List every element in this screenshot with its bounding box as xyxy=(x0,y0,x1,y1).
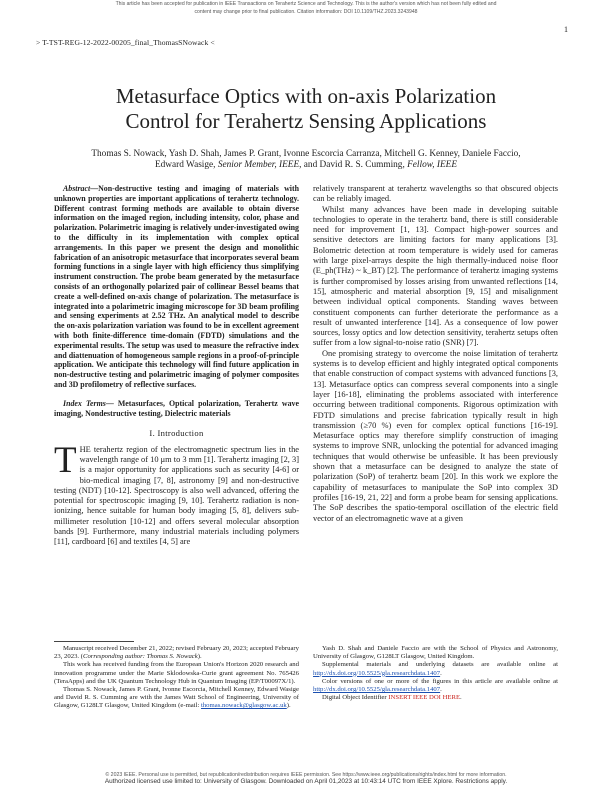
index-terms-text: — Metasurfaces, Optical polarization, Terahertz wave imaging, Nondestructive testing, Dielectric materials xyxy=(54,398,299,418)
doi-placeholder: INSERT IEEE DOI HERE xyxy=(388,694,461,702)
footnote-funding: This work has received funding from the European Union's Horizon 2020 research and innovation programme under the Marie Sklodowska-Curie grant agreement No. 765426 (TeraApps) and the UK Quantum Technology Hub in Quantum Imaging (EP/T00097X/1). xyxy=(54,661,299,685)
footnote-manuscript xyxy=(54,645,299,661)
paper-title xyxy=(0,84,612,134)
email-link[interactable]: thomas.nowack@glasgow.ac.uk xyxy=(200,702,287,710)
right-paragraph-2: One promising strategy to overcome the noise limitation of terahertz systems is to develop efficient and highly integrated optical components that enable construction of compact systems with advanced functions [3, 13]. Metasurface optics can compress several components into a single layer [16-18], eliminating the problems associated with interference occurring between traditional components. Rigorous optimization with FDTD simulations and precise fabrication typically result in high transmission (≥70 %) even for complex optical functions [16-19]. Metasurface optics may therefore simplify construction of imaging systems to improve SNR, unlocking the potential for advanced imaging techniques that would otherwise be unfeasible. It has been previously shown that a metasurface can be designed to analyze the state of polarization (SoP) of terahertz beam [20]. In this work we explore the capability of metasurfaces to manipulate the SoP into complex 3D profiles [16-19, 21, 22] and form a probe beam for sensing applications. The SoP describes the spatio-temporal oscillation of the electric field vector of an electromagnetic wave at a given xyxy=(313,348,558,523)
footnote-affiliation-engineering xyxy=(54,686,299,711)
author-list xyxy=(48,149,564,171)
abstract-text: —Non-destructive testing and imaging of materials with unknown properties are important applications of terahertz technology. Different contrast forming methods are available to obtain diverse information on the imaged region, including intensity, color, phase and polarization. Polarimetric imaging is relatively under-investigated owing to the difficulty in its implementation with complex optical arrangements. In this paper we present the design and monolithic fabrication of an anisotropic metasurface that incorporates several beam forming functions in a single layer with high efficiency thus simplifying instrument construction. The probe beam generated by the metasurface consists of an orthogonally polarized pair of collinear Bessel beams that create a well-defined on-axis change of polarization. The metasurface is integrated into a polarimetric imaging microscope for 3D beam profiling and sensing experiments at 2.52 THz. An analytical model to describe the on-axis polarization variation was found to be in excellent agreement with both finite-difference time-domain (FDTD) simulations and the experimental results. The setup was used to measure the refractive index and diattenuation of homogeneous sample regions in a proof-of-principle application. We anticipate this technology will find future application in non-destructive testing and polarimetric imaging of polymer composites and 3D profilometry of reflective surfaces. xyxy=(54,184,299,389)
intro-paragraph-1 xyxy=(54,439,299,548)
footer-license: Authorized licensed use limited to: University of Glasgow. Downloaded on April 01,2023 at 10:43:14 UTC from IEEE Xplore. Restrictions apply. xyxy=(104,777,508,785)
title-line-1: Metasurface Optics with on-axis Polarization xyxy=(115,84,497,108)
title-line-2: Control for Terahertz Sensing Applications xyxy=(125,109,487,133)
right-paragraph-1: Whilst many advances have been made in developing suitable technologies to operate in the terahertz band, there is still considerable need for improvement [1, 13]. Compact high-power sources and sensitive detectors are limiting factors for many applications [3]. Bolometric detection at room temperature is widely used for cameras with large pixel-arrays despite the high thermally-induced noise floor (E_ph(THz) ~ k_BT) [2]. The performance of terahertz imaging systems is further compromised by losses arising from unwanted reflections [14, 15], atmospheric and material absorption [9, 15] and misalignment between individual optical components. Standing waves between constituent components can further deteriorate the performance as a result of unwanted interference [14]. As a consequence of low power sources, lossy optics and low detection sensitivity, terahertz setups often suffer from a low signal-to-noise ratio (SNR) [7]. xyxy=(313,204,558,348)
author-cumming: , and David R. S. Cumming, xyxy=(299,160,408,171)
footnote-rule xyxy=(54,641,134,642)
page-footer xyxy=(0,772,612,785)
footnote-corresponding: Corresponding author: Thomas S. Nowack xyxy=(82,653,198,661)
footnote-doi-label: Digital Object Identifier xyxy=(322,694,389,702)
author-grade-fellow: Fellow, IEEE xyxy=(407,160,458,171)
author-wasige: Edward Wasige, xyxy=(154,160,218,171)
footnote-color-text: Color versions of one or more of the figures in this article are available online at xyxy=(322,677,558,685)
footnote-color-versions xyxy=(313,678,558,694)
section-heading-introduction: I. Introduction xyxy=(149,428,204,439)
right-paragraph-0: relatively transparent at terahertz wavelengths so that obscured objects can be reliably imaged. xyxy=(313,184,558,204)
footnote-doi xyxy=(313,694,558,702)
intro-text-1: HE terahertz region of the electromagnetic spectrum lies in the wavelength range of 10 μm to 3 mm [1]. Terahertz imaging [2, 3] is a major opportunity for applications such as security [4-6] or bio-medical imaging [7, 8], astronomy [9] and non-destructive testing (NDT) [10-12]. Spectroscopy is also well advanced, offering the potential for spectroscopic imaging [9, 10]. Terahertz radiation is non-ionizing, hence suitable for human body imaging [5, 8], delivers sub-millimeter resolution [10-12] and offers several molecular absorption bands [9]. Furthermore, many industrial materials including polymers [11], cardboard [6] and textiles [4, 5] are xyxy=(54,444,299,547)
running-header: > T-TST-REG-12-2022-00205_final_ThomasSNowack < xyxy=(36,38,215,47)
footnotes-left xyxy=(54,645,299,711)
footnote-affiliation-physics: Yash D. Shah and Daniele Faccio are with the School of Physics and Astronomy, University of Glasgow, G128LT Glasgow, United Kingdom. xyxy=(313,645,558,661)
footer-copyright: © 2023 IEEE. Personal use is permitted, but republication/redistribution requires IEEE permission. See https://www.ieee.org/publications/rights/index.html for more information. xyxy=(105,772,507,778)
footnotes-right xyxy=(313,645,558,702)
footnote-supplemental-text: Supplemental materials and underlying datasets are available online at xyxy=(322,661,558,669)
banner-line-2: content may change prior to final publication. Citation information: DOI 10.1109/THZ.2023.3243948 xyxy=(194,9,418,15)
banner-line-1: This article has been accepted for publication in IEEE Transactions on Terahertz Science and Technology. This is the author's version which has not been fully edited and xyxy=(115,1,497,7)
abstract-label: Abstract xyxy=(63,184,91,193)
index-terms xyxy=(54,399,299,419)
footnote-supplemental-end: . xyxy=(440,669,442,677)
right-column xyxy=(313,184,558,524)
color-figures-link[interactable]: http://dx.doi.org/10.5525/gla.researchdata.1407 xyxy=(313,686,441,694)
authors-line-2 xyxy=(48,160,564,171)
drop-cap: T xyxy=(54,439,77,481)
index-terms-label: Index Terms xyxy=(63,398,106,408)
authors-line-1: Thomas S. Nowack, Yash D. Shah, James P. Grant, Ivonne Escorcia Carranza, Mitchell G. Kenney, Daniele Faccio, xyxy=(91,149,521,159)
page-number: 1 xyxy=(564,25,568,34)
footnote-affiliation-text: Thomas S. Nowack, James P. Grant, Ivonne Escorcia, Mitchell Kenney, Edward Wasige and David R. S. Cumming are with the James Watt School of Engineering, University of Glasgow, G128LT Glasgow, United Kingdom (e-mail: xyxy=(54,686,299,710)
supplemental-data-link[interactable]: http://dx.doi.org/10.5525/gla.researchdata.1407 xyxy=(313,669,441,677)
footnote-affiliation-end: ). xyxy=(286,702,291,710)
footnote-doi-end: . xyxy=(460,694,462,702)
left-column xyxy=(54,184,299,548)
footnote-color-end: . xyxy=(440,686,442,694)
footnote-received-end: ). xyxy=(197,653,202,661)
abstract xyxy=(54,184,299,390)
footnote-supplemental xyxy=(313,661,558,677)
author-grade-senior: Senior Member, IEEE xyxy=(217,160,300,171)
acceptance-banner xyxy=(0,0,612,16)
footnote-received: Manuscript received December 21, 2022; revised February 20, 2023; accepted February 23, 2023. ( xyxy=(54,645,299,661)
